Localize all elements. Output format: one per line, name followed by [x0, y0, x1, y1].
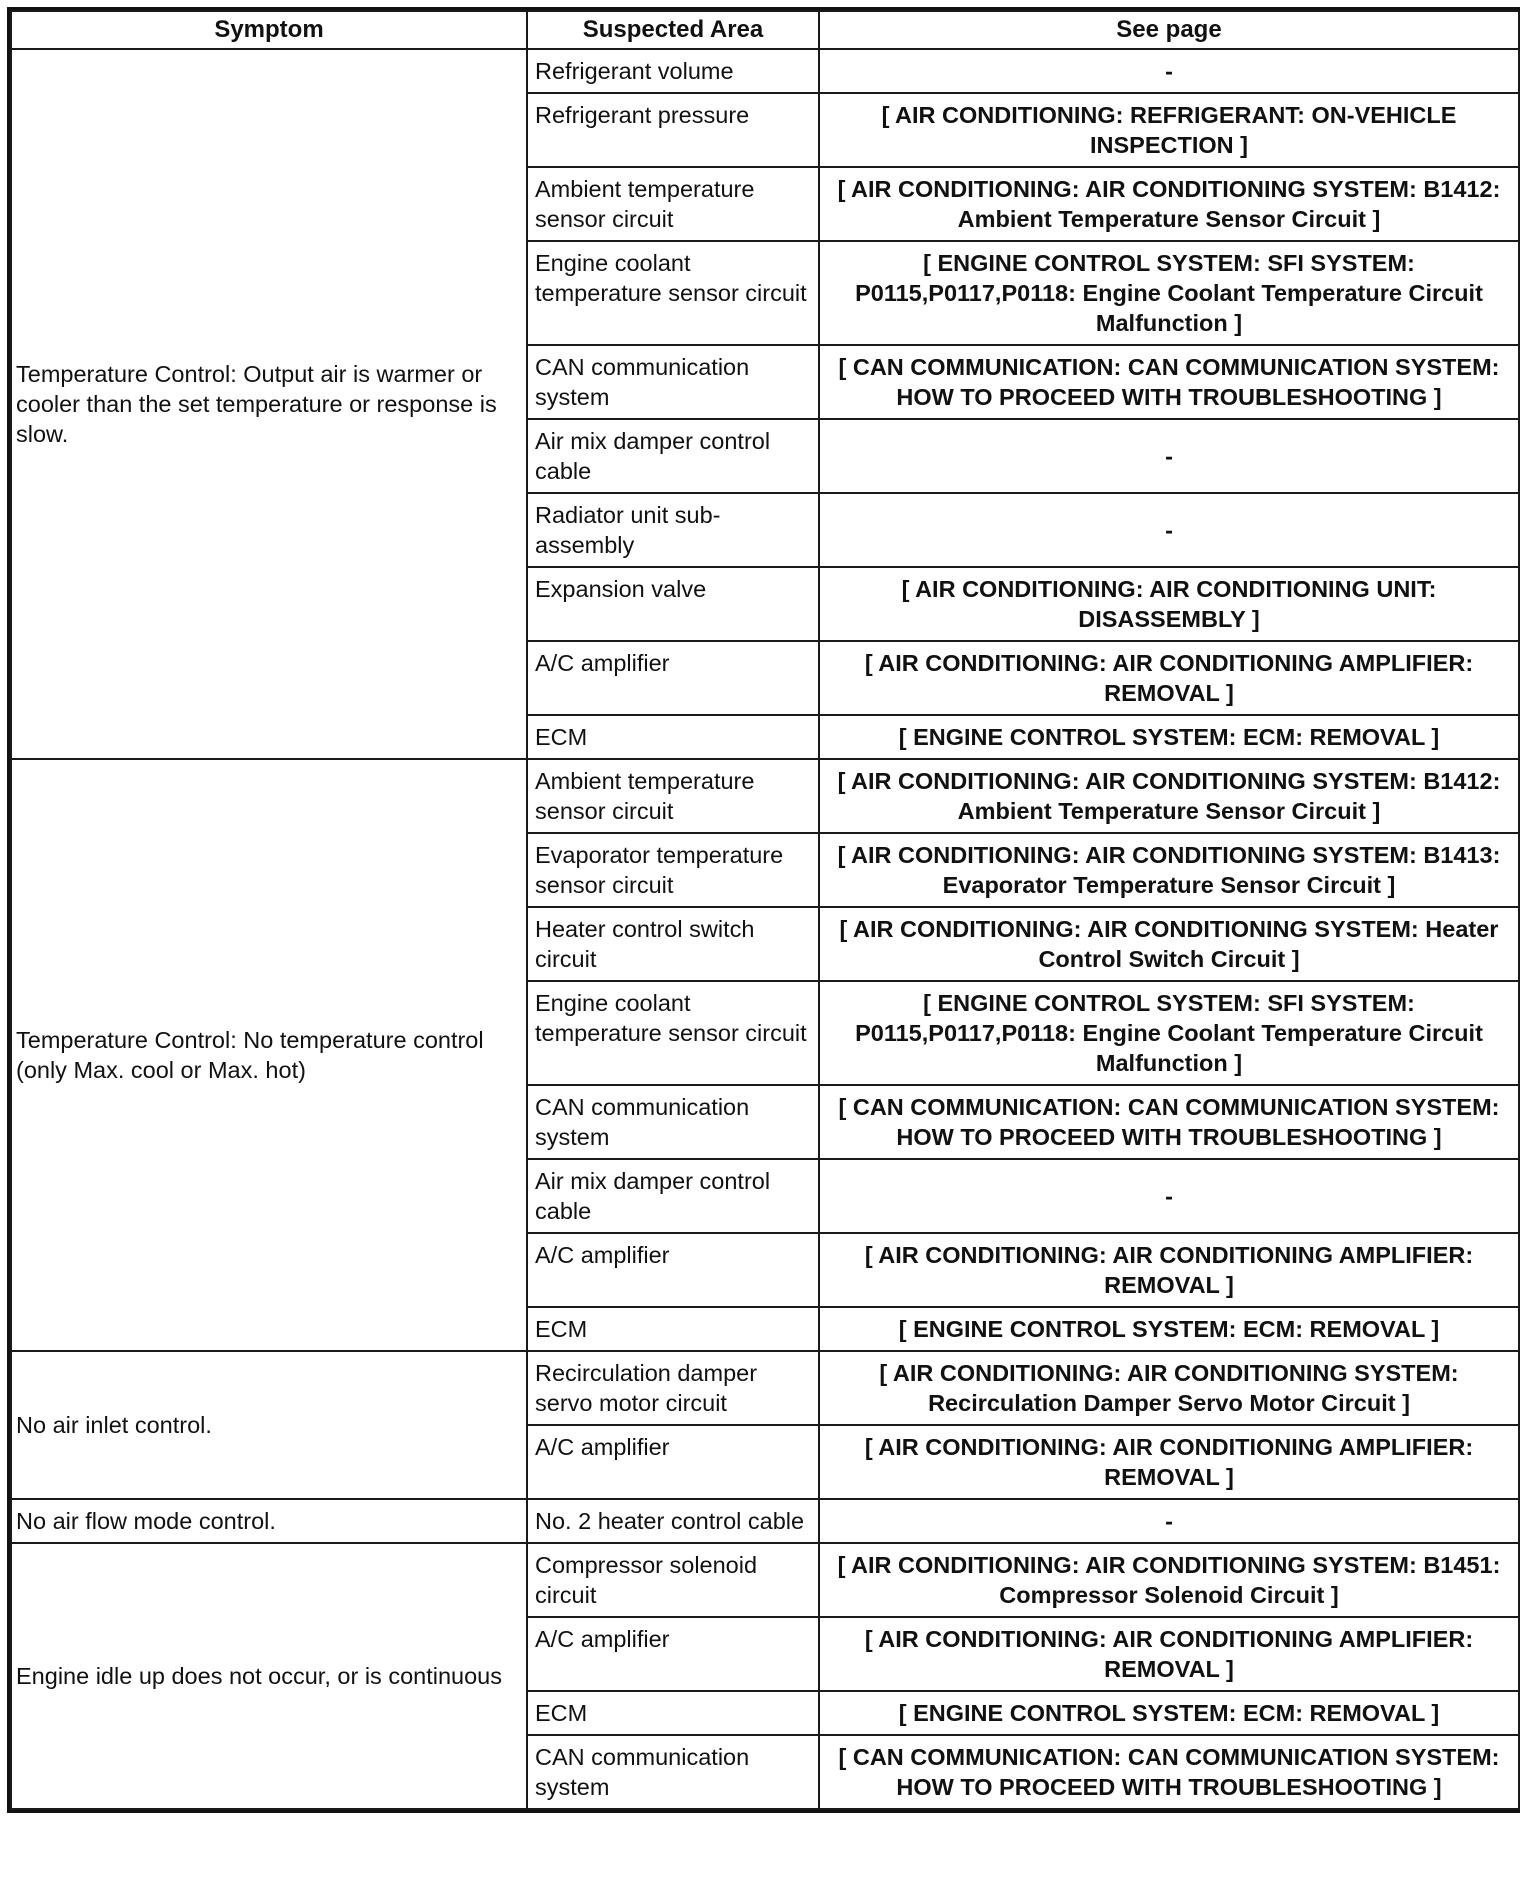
- problem-symptoms-table: [10, 10, 1520, 1810]
- see-page-cell: [ AIR CONDITIONING: AIR CONDITIONING AMPLIFIER: REMOVAL ]: [819, 1617, 1519, 1691]
- suspected-area-cell: Recirculation damper servo motor circuit: [527, 1351, 819, 1425]
- see-page-cell: [ ENGINE CONTROL SYSTEM: SFI SYSTEM: P0115,P0117,P0118: Engine Coolant Temperature Circuit Malfunction ]: [819, 241, 1519, 345]
- suspected-area-cell: Ambient temperature sensor circuit: [527, 167, 819, 241]
- suspected-area-cell: Refrigerant pressure: [527, 93, 819, 167]
- see-page-cell: -: [819, 493, 1519, 567]
- see-page-cell: [ AIR CONDITIONING: AIR CONDITIONING AMPLIFIER: REMOVAL ]: [819, 641, 1519, 715]
- see-page-cell: [ AIR CONDITIONING: AIR CONDITIONING SYSTEM: B1413: Evaporator Temperature Sensor Circuit ]: [819, 833, 1519, 907]
- suspected-area-cell: A/C amplifier: [527, 1617, 819, 1691]
- suspected-area-cell: A/C amplifier: [527, 1233, 819, 1307]
- suspected-area-cell: Engine coolant temperature sensor circuit: [527, 241, 819, 345]
- table-row: [11, 1543, 1519, 1617]
- suspected-area-cell: Radiator unit sub-assembly: [527, 493, 819, 567]
- suspected-area-cell: Evaporator temperature sensor circuit: [527, 833, 819, 907]
- see-page-cell: [ AIR CONDITIONING: AIR CONDITIONING AMPLIFIER: REMOVAL ]: [819, 1233, 1519, 1307]
- table-row: [11, 759, 1519, 833]
- suspected-area-cell: No. 2 heater control cable: [527, 1499, 819, 1543]
- table-row: [11, 1351, 1519, 1425]
- see-page-cell: [ AIR CONDITIONING: AIR CONDITIONING SYSTEM: B1451: Compressor Solenoid Circuit ]: [819, 1543, 1519, 1617]
- suspected-area-cell: ECM: [527, 715, 819, 759]
- suspected-area-cell: CAN communication system: [527, 1735, 819, 1809]
- suspected-area-cell: A/C amplifier: [527, 1425, 819, 1499]
- suspected-area-cell: Air mix damper control cable: [527, 1159, 819, 1233]
- suspected-area-cell: Ambient temperature sensor circuit: [527, 759, 819, 833]
- suspected-area-cell: ECM: [527, 1307, 819, 1351]
- header-symptom: Symptom: [11, 11, 527, 49]
- suspected-area-cell: Expansion valve: [527, 567, 819, 641]
- suspected-area-cell: Air mix damper control cable: [527, 419, 819, 493]
- see-page-cell: [ ENGINE CONTROL SYSTEM: ECM: REMOVAL ]: [819, 1691, 1519, 1735]
- header-suspected-area: Suspected Area: [527, 11, 819, 49]
- see-page-cell: [ CAN COMMUNICATION: CAN COMMUNICATION SYSTEM: HOW TO PROCEED WITH TROUBLESHOOTING ]: [819, 1735, 1519, 1809]
- symptom-cell: No air inlet control.: [11, 1351, 527, 1499]
- suspected-area-cell: A/C amplifier: [527, 641, 819, 715]
- symptom-cell: Engine idle up does not occur, or is continuous: [11, 1543, 527, 1809]
- table-header-row: [11, 11, 1519, 49]
- see-page-cell: [ AIR CONDITIONING: AIR CONDITIONING SYSTEM: B1412: Ambient Temperature Sensor Circuit ]: [819, 759, 1519, 833]
- see-page-cell: [ AIR CONDITIONING: AIR CONDITIONING SYSTEM: Heater Control Switch Circuit ]: [819, 907, 1519, 981]
- table-body: [11, 49, 1519, 1809]
- suspected-area-cell: Heater control switch circuit: [527, 907, 819, 981]
- see-page-cell: -: [819, 1499, 1519, 1543]
- suspected-area-cell: Compressor solenoid circuit: [527, 1543, 819, 1617]
- see-page-cell: [ AIR CONDITIONING: AIR CONDITIONING AMPLIFIER: REMOVAL ]: [819, 1425, 1519, 1499]
- see-page-cell: [ CAN COMMUNICATION: CAN COMMUNICATION SYSTEM: HOW TO PROCEED WITH TROUBLESHOOTING ]: [819, 345, 1519, 419]
- see-page-cell: [ AIR CONDITIONING: AIR CONDITIONING SYSTEM: Recirculation Damper Servo Motor Circuit ]: [819, 1351, 1519, 1425]
- see-page-cell: [ AIR CONDITIONING: REFRIGERANT: ON-VEHICLE INSPECTION ]: [819, 93, 1519, 167]
- see-page-cell: [ ENGINE CONTROL SYSTEM: ECM: REMOVAL ]: [819, 1307, 1519, 1351]
- symptom-cell: Temperature Control: Output air is warmer or cooler than the set temperature or response is slow.: [11, 49, 527, 759]
- see-page-cell: [ ENGINE CONTROL SYSTEM: ECM: REMOVAL ]: [819, 715, 1519, 759]
- see-page-cell: -: [819, 419, 1519, 493]
- see-page-cell: [ AIR CONDITIONING: AIR CONDITIONING UNIT: DISASSEMBLY ]: [819, 567, 1519, 641]
- suspected-area-cell: ECM: [527, 1691, 819, 1735]
- suspected-area-cell: Engine coolant temperature sensor circuit: [527, 981, 819, 1085]
- suspected-area-cell: CAN communication system: [527, 345, 819, 419]
- symptom-cell: Temperature Control: No temperature control (only Max. cool or Max. hot): [11, 759, 527, 1351]
- troubleshooting-table-frame: [7, 7, 1520, 1813]
- see-page-cell: -: [819, 1159, 1519, 1233]
- table-row: [11, 1499, 1519, 1543]
- suspected-area-cell: CAN communication system: [527, 1085, 819, 1159]
- header-see-page: See page: [819, 11, 1519, 49]
- table-row: [11, 49, 1519, 93]
- see-page-cell: -: [819, 49, 1519, 93]
- see-page-cell: [ AIR CONDITIONING: AIR CONDITIONING SYSTEM: B1412: Ambient Temperature Sensor Circuit ]: [819, 167, 1519, 241]
- symptom-cell: No air flow mode control.: [11, 1499, 527, 1543]
- suspected-area-cell: Refrigerant volume: [527, 49, 819, 93]
- see-page-cell: [ ENGINE CONTROL SYSTEM: SFI SYSTEM: P0115,P0117,P0118: Engine Coolant Temperature Circuit Malfunction ]: [819, 981, 1519, 1085]
- see-page-cell: [ CAN COMMUNICATION: CAN COMMUNICATION SYSTEM: HOW TO PROCEED WITH TROUBLESHOOTING ]: [819, 1085, 1519, 1159]
